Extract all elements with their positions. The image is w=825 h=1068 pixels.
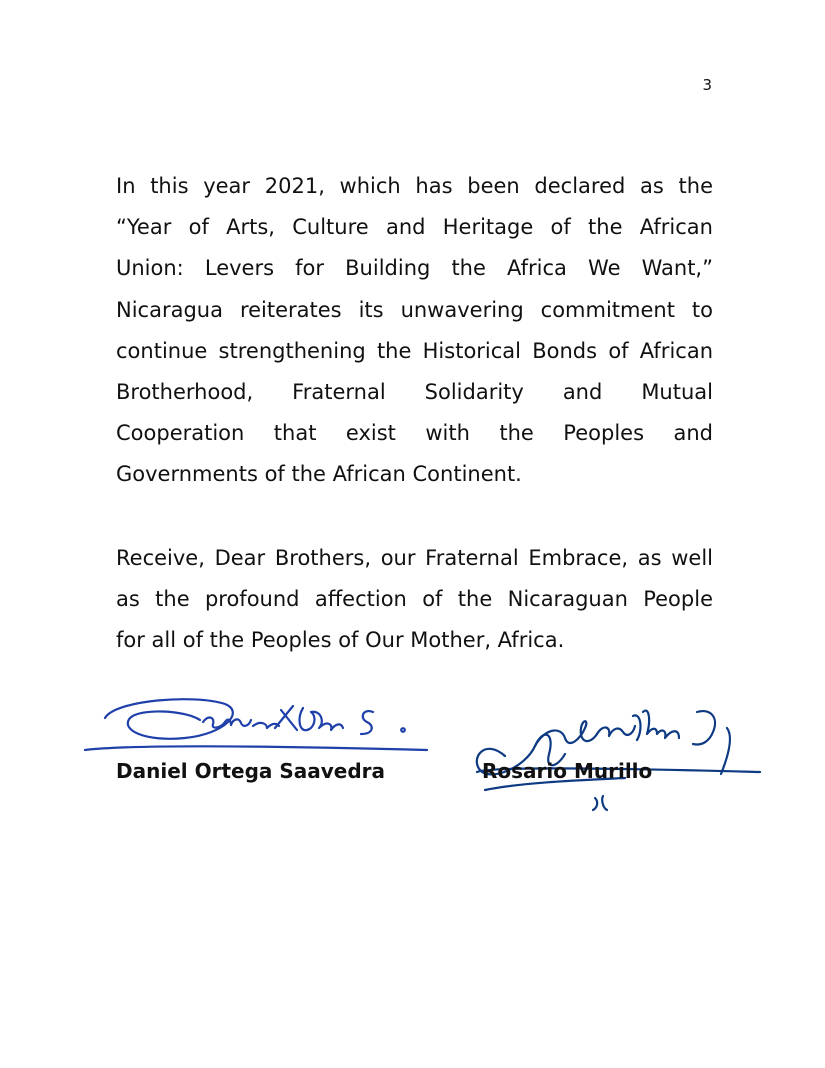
page-number: 3 (702, 76, 712, 94)
paragraph-line: Cooperation that exist with the Peoples and (116, 421, 713, 446)
paragraph-line: for all of the Peoples of Our Mother, Africa. (116, 628, 565, 653)
body-paragraph-2 (116, 538, 713, 662)
paragraph-line: continue strengthening the Historical Bonds of African (116, 338, 713, 363)
signature-ortega (75, 688, 445, 758)
paragraph-line: “Year of Arts, Culture and Heritage of the African (116, 215, 713, 240)
paragraph-line: Governments of the African Continent. (116, 462, 522, 487)
paragraph-line: Union: Levers for Building the Africa We Want,” (116, 256, 713, 281)
paragraph-line: Receive, Dear Brothers, our Fraternal Embrace, as well (116, 546, 713, 570)
paragraph-line: as the profound affection of the Nicaraguan People (116, 587, 713, 612)
signatory-name-murillo: Rosario Murillo (482, 759, 653, 783)
paragraph-line: Brotherhood, Fraternal Solidarity and Mutual (116, 380, 713, 405)
paragraph-line: Nicaragua reiterates its unwavering commitment to (116, 297, 713, 322)
body-paragraph-1 (116, 166, 713, 496)
signatory-name-ortega: Daniel Ortega Saavedra (116, 759, 386, 783)
paragraph-line: In this year 2021, which has been declared as the (116, 174, 713, 198)
